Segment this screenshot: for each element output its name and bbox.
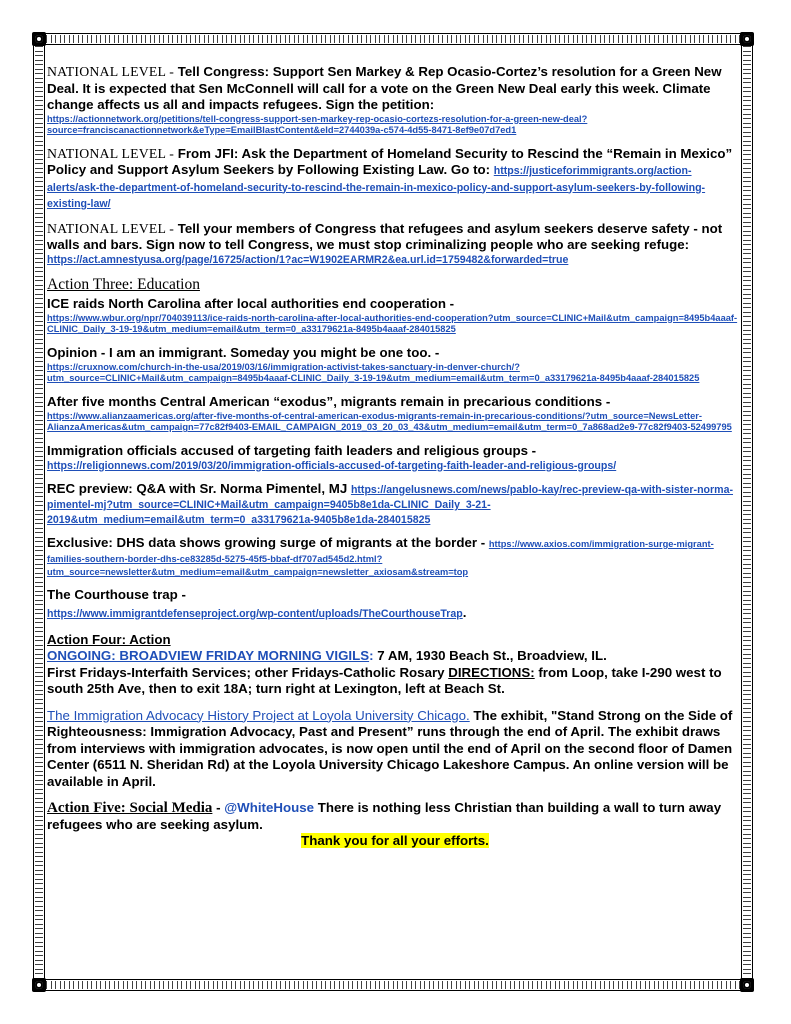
- history-project-link[interactable]: The Immigration Advocacy History Project at Loyola University Chicago.: [47, 707, 470, 723]
- section-heading-action-three: Action Three: Education: [47, 275, 200, 293]
- border-top: [33, 33, 753, 45]
- dash: -: [212, 800, 225, 815]
- news-link[interactable]: https://angelusnews.com/news/pablo-kay/rec-preview-qa-with-sister-norma-pimentel-mj?utm_source=CLINIC+Mail&utm_campaign=9405b8e1da-CLINIC_Daily_3-21-2019&utm_medium=email&utm_term=0_a33179621a-9405b8e1da-284015825: [47, 483, 733, 526]
- item-text: Tell Congress: Support Sen Markey & Rep Ocasio-Cortez’s resolution for a Green New Deal. It is expected that Sen McConnell will call for a vote on the Green New Deal early this week. Climate change affects us all and impacts refugees. Sign the petition:: [47, 64, 722, 112]
- directions-text: from Loop, take I-290 west to south 25th Ave, then to exit 18A; turn right at Lexington, left at Beach St.: [47, 664, 722, 696]
- corner-ornament-icon: [32, 978, 46, 992]
- national-item-asylum-seekers: [47, 221, 743, 267]
- border-bottom: [33, 979, 753, 991]
- history-project-text: The exhibit, "Stand Strong on the Side of Righteousness: Immigration Advocacy, Past and Present” runs through the end of April. The exhibit draws from interviews with immigration advocates, is now open until the end of April on the second floor of Damen Center (6511 N. Sheridan Rd) at the Loyola University Chicago Lakeshore Campus. An online version will be available in April.: [47, 707, 733, 789]
- news-item: [47, 586, 743, 622]
- news-item: [47, 535, 743, 578]
- news-item: [47, 481, 743, 528]
- news-title: After five months Central American “exodus”, migrants remain in precarious conditions -: [47, 393, 611, 409]
- news-link[interactable]: https://cruxnow.com/church-in-the-usa/2019/03/16/immigration-activist-takes-sanctuary-in-denver-church/?utm_source=CLINIC+Mail&utm_campaign=8495b4aaaf-CLINIC_Daily_3-19-19&utm_medium=email&utm_term=0_a33179621a-8495b4aaaf-284015825: [47, 361, 700, 383]
- news-link[interactable]: https://www.axios.com/immigration-surge-migrant-families-southern-border-dhs-ce83285d-5275-45f5-bbaf-df707ad545d2.html?utm_source=newsletter&utm_medium=email&utm_campaign=newsletter_axiosam&stream=top: [47, 539, 714, 577]
- amnesty-link[interactable]: https://act.amnestyusa.org/page/16725/action/1?ac=W1902EARMR2&ea.url.id=1759482&forwarded=true: [47, 253, 569, 266]
- level-label: NATIONAL LEVEL -: [47, 145, 178, 161]
- news-title: Opinion - I am an immigrant. Someday you might be one too. -: [47, 344, 440, 360]
- corner-ornament-icon: [32, 32, 46, 46]
- social-media-paragraph: [47, 800, 743, 833]
- petition-link[interactable]: https://actionnetwork.org/petitions/tell-congress-support-sen-markey-rep-ocasio-cortezs-resolution-for-a-green-new-deal?source=franciscanactionnetwork&eType=EmailBlastContent&eId=2744039a-c574-4d55-8471-8ef9e07d7ed1: [47, 113, 588, 135]
- news-item: [47, 442, 743, 473]
- news-item: [47, 344, 743, 385]
- news-title: ICE raids North Carolina after local authorities end cooperation -: [47, 295, 455, 311]
- social-media-text: There is nothing less Christian than building a wall to turn away refugees who are seeking asylum.: [47, 800, 722, 832]
- thank-you-text: Thank you for all your efforts.: [301, 833, 489, 848]
- news-title: Exclusive: DHS data shows growing surge of migrants at the border -: [47, 535, 489, 550]
- section-heading-action-five: Action Five: Social Media: [47, 800, 213, 816]
- vigil-paragraph: [47, 648, 743, 698]
- news-link[interactable]: https://www.wbur.org/npr/704039113/ice-raids-north-carolina-after-local-authorities-end-cooperation?utm_source=CLINIC+Mail&utm_campaign=8495b4aaaf-CLINIC_Daily_3-19-19&utm_medium=email&utm_term=0_a33179621a-8495b4aaaf-284015825: [47, 312, 738, 334]
- item-text: From JFI: Ask the Department of Homeland Security to Rescind the “Remain in Mexico” Policy and Support Asylum Seekers by Following Existing Law. Go to:: [47, 145, 733, 177]
- vigil-colon: :: [369, 648, 374, 663]
- item-text: Tell your members of Congress that refugees and asylum seekers deserve safety - not walls and bars. Sign now to tell Congress, we must stop criminalizing people who are seeking refuge:: [47, 220, 723, 252]
- closing-line: [47, 833, 743, 850]
- jfi-link[interactable]: https://justiceforimmigrants.org/action-alerts/ask-the-department-of-homeland-security-to-rescind-the-remain-in-mexico-policy-and-support-asylum-seekers-by-following-existing-law/: [47, 165, 706, 210]
- vigil-services: First Fridays-Interfaith Services; other Fridays-Catholic Rosary: [47, 664, 449, 680]
- trailing-period: .: [462, 604, 467, 620]
- news-link[interactable]: https://www.immigrantdefenseproject.org/wp-content/uploads/TheCourthouseTrap: [47, 607, 463, 620]
- news-link[interactable]: https://www.alianzaamericas.org/after-five-months-of-central-american-exodus-migrants-remain-in-precarious-conditions/?utm_source=NewsLetter-AlianzaAmericas&utm_campaign=77c82f9403-EMAIL_CAMPAIGN_2019_03_20_03_43&utm_medium=email&utm_term=0_7a868ad2e9-77c82f9403-52499795: [47, 410, 732, 432]
- history-project-paragraph: [47, 708, 743, 791]
- whitehouse-handle-link[interactable]: @WhiteHouse: [224, 800, 315, 815]
- border-left: [33, 33, 45, 991]
- news-item: [47, 393, 743, 434]
- national-item-remain-in-mexico: [47, 146, 743, 212]
- directions-label: DIRECTIONS:: [448, 664, 535, 680]
- news-title: The Courthouse trap -: [47, 586, 186, 602]
- section-heading-action-four: Action Four: Action: [47, 631, 171, 647]
- document-body: [47, 64, 743, 859]
- section-heading-action-four-wrap: [47, 632, 743, 649]
- vigil-link[interactable]: ONGOING: BROADVIEW FRIDAY MORNING VIGILS: [47, 648, 370, 663]
- level-label: NATIONAL LEVEL -: [47, 220, 178, 236]
- news-title: Immigration officials accused of targeting faith leaders and religious groups -: [47, 442, 537, 458]
- news-link[interactable]: https://religionnews.com/2019/03/20/immigration-officials-accused-of-targeting-faith-leader-and-religious-groups/: [47, 459, 617, 472]
- national-item-green-new-deal: [47, 64, 743, 137]
- news-item: [47, 295, 743, 336]
- corner-ornament-icon: [740, 978, 754, 992]
- vigil-time: 7 AM, 1930 Beach St., Broadview, IL.: [373, 648, 607, 663]
- corner-ornament-icon: [740, 32, 754, 46]
- level-label: NATIONAL LEVEL -: [47, 64, 178, 79]
- news-title: REC preview: Q&A with Sr. Norma Pimentel, MJ: [47, 480, 351, 496]
